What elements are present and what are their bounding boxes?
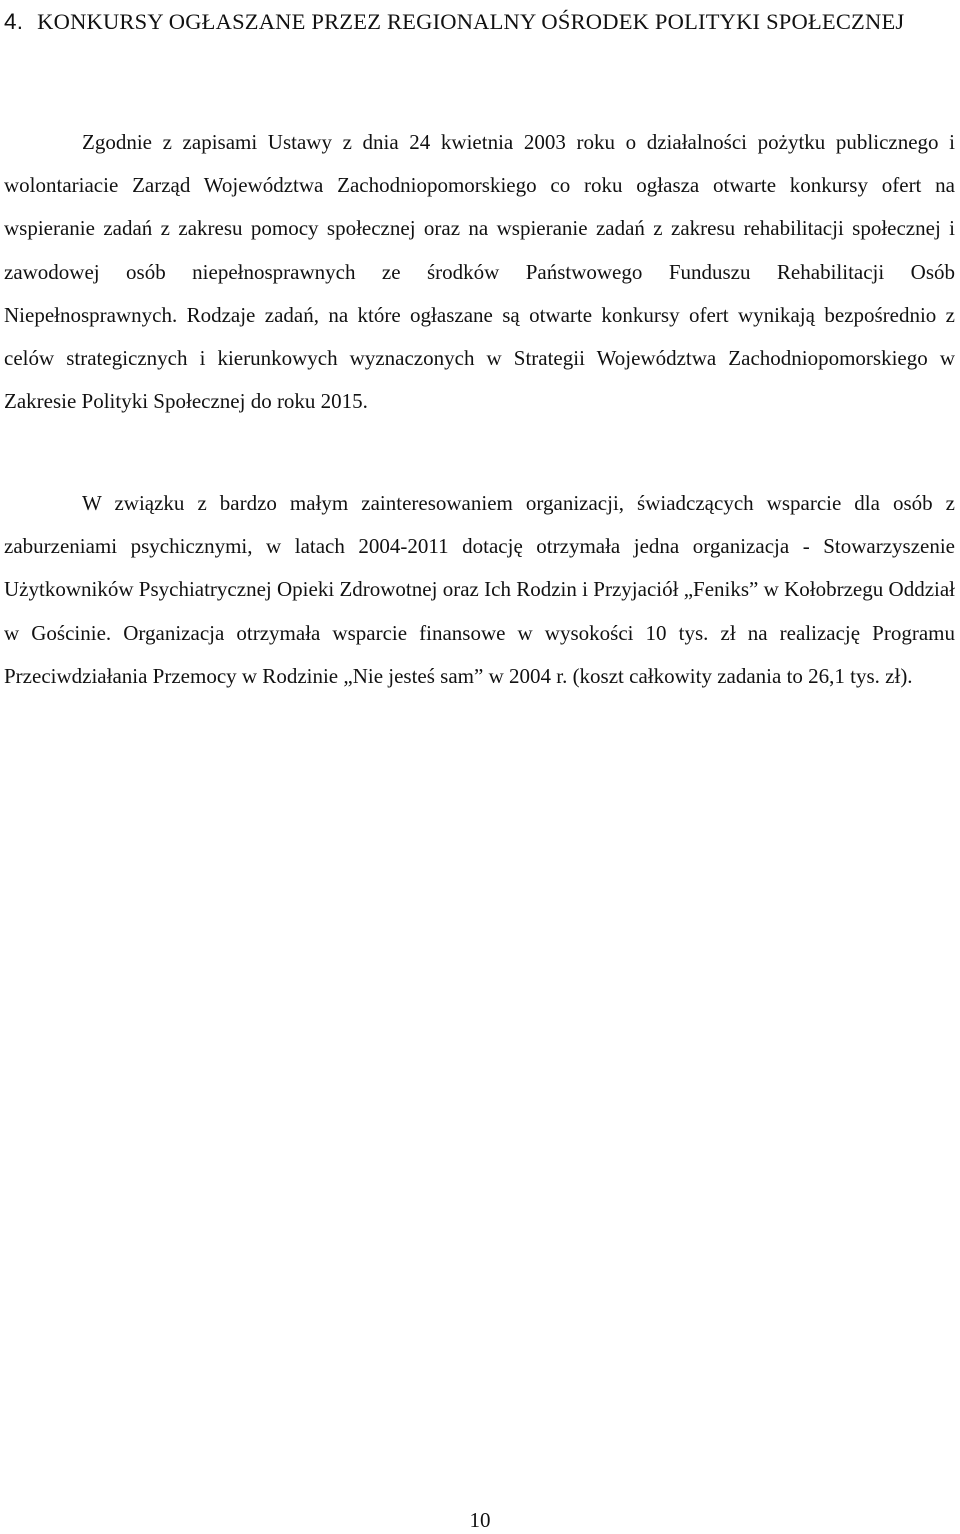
page-number: 10 bbox=[469, 1508, 491, 1532]
paragraph-2-text: W związku z bardzo małym zainteresowaniem organizacji, świadczących wsparcie dla osób z zaburzeniami psychicznymi, w latach 2004-2011 dotację otrzymała jedna organizacja - Stowarzyszenie Użytkowników Psychiatrycznej Opieki Zdrowotnej oraz Ich Rodzin i Przyjaciół „Feniks” w Kołobrzegu Oddział w Gościnie. Organizacja otrzymała wsparcie finansowe w wysokości 10 tys. zł na realizację Programu Przeciwdziałania Przemocy w Rodzinie „Nie jesteś sam” w 2004 r. (koszt całkowity zadania to 26,1 tys. zł). bbox=[4, 491, 955, 688]
section-heading bbox=[4, 0, 954, 43]
body-paragraph-1 bbox=[4, 121, 955, 423]
section-title: KONKURSY OGŁASZANE PRZEZ REGIONALNY OŚRODEK POLITYKI SPOŁECZNEJ bbox=[37, 9, 905, 34]
paragraph-1-text: Zgodnie z zapisami Ustawy z dnia 24 kwietnia 2003 roku o działalności pożytku publicznego i wolontariacie Zarząd Województwa Zachodniopomorskiego co roku ogłasza otwarte konkursy ofert na wspieranie zadań z zakresu pomocy społecznej oraz na wspieranie zadań z zakresu rehabilitacji społecznej i zawodowej osób niepełnosprawnych ze środków Państwowego Funduszu Rehabilitacji Osób Niepełnosprawnych. Rodzaje zadań, na które ogłaszane są otwarte konkursy ofert wynikają bezpośrednio z celów strategicznych i kierunkowych wyznaczonych w Strategii Województwa Zachodniopomorskiego w Zakresie Polityki Społecznej do roku 2015. bbox=[4, 130, 955, 414]
body-paragraph-2 bbox=[4, 482, 955, 698]
section-number: 4. bbox=[4, 9, 24, 34]
